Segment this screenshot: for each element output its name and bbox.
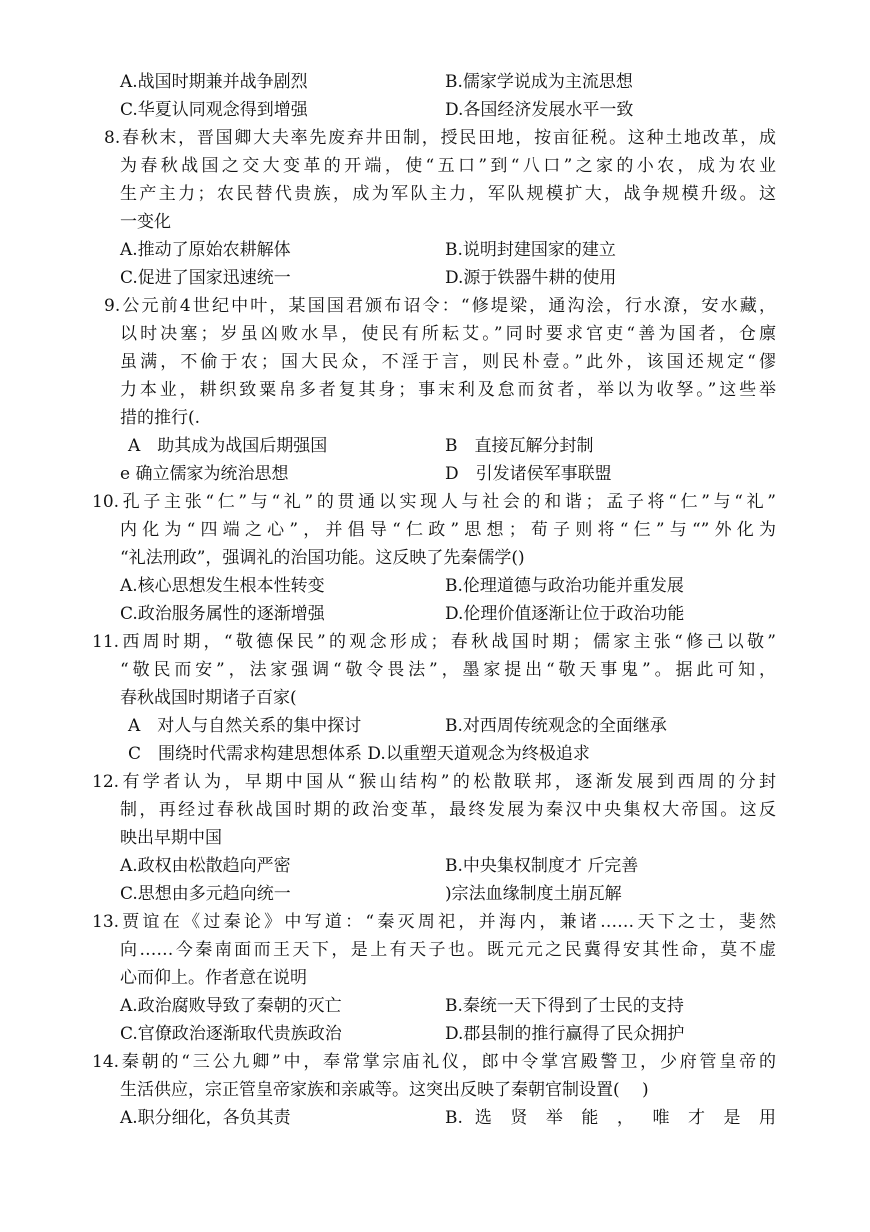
text-line: A 助其成为战国后期强国 [128, 436, 328, 456]
text-line: C.政治服务属性的逐渐增强 [120, 604, 325, 624]
text-line: 10.孔子主张“仁”与“礼”的贯通以实现人与社会的和谐；孟子将“仁”与“礼” [92, 492, 776, 512]
text-line: A.职分细化，各负其责 [120, 1108, 291, 1128]
text-line: B 直接瓦解分封制 [445, 436, 594, 456]
text-line: 8.春秋末，晋国卿大夫率先废弃井田制，授民田地，按亩征税。这种土地改革，成 [104, 128, 776, 148]
text-line: 生产主力；农民替代贵族，成为军队主力，军队规模扩大，战争规模升级。这 [120, 184, 776, 204]
text-line: D 引发诸侯军事联盟 [445, 464, 612, 484]
text-line: C.官僚政治逐渐取代贵族政治 [120, 1024, 342, 1044]
text-line: e 确立儒家为统治思想 [120, 464, 289, 484]
text-line: 12.有学者认为，早期中国从“猴山结构”的松散联邦，逐渐发展到西周的分封 [92, 772, 776, 792]
text-line: )宗法血缘制度土崩瓦解 [445, 884, 622, 904]
text-line: B. 选 贤 举 能 ， 唯 才 是 用 [445, 1108, 776, 1128]
text-line: 为春秋战国之交大变革的开端，使“五口”到“八口”之家的小农，成为农业 [120, 156, 776, 176]
text-line: C 围绕时代需求构建思想体系 D.以重塑天道观念为终极追求 [128, 744, 590, 764]
text-line: A.战国时期兼并战争剧烈 [120, 72, 308, 92]
text-line: A.政治腐败导致了秦朝的灭亡 [120, 996, 342, 1016]
text-line: 措的推行(. [120, 408, 201, 428]
text-line: A.核心思想发生根本性转变 [120, 576, 325, 596]
text-line: “敬民而安”，法家强调“敬令畏法”，墨家提出“敬天事鬼”。据此可知， [120, 660, 776, 680]
text-line: 11.西周时期，“敬德保民”的观念形成；春秋战国时期；儒家主张“修己以敬” [92, 632, 776, 652]
text-line: 9.公元前4世纪中叶，某国国君颁布诏令：“修堤梁，通沟浍，行水潦，安水藏， [104, 296, 776, 316]
text-line: 一变化 [120, 212, 171, 232]
text-line: D.源于铁器牛耕的使用 [445, 268, 617, 288]
text-line: B.对西周传统观念的全面继承 [445, 716, 667, 736]
text-line: B.中央集权制度才 斤完善 [445, 856, 639, 876]
text-line: 向……今秦南面而王天下，是上有天子也。既元元之民冀得安其性命，莫不虚 [120, 940, 776, 960]
text-line: D.郡县制的推行赢得了民众拥护 [445, 1024, 685, 1044]
text-line: B.儒家学说成为主流思想 [445, 72, 633, 92]
text-line: 以时决塞；岁虽凶败水旱，使民有所耘艾。”同时要求官吏“善为国者，仓廪 [120, 324, 776, 344]
text-line: 映出早期中国 [120, 828, 222, 848]
text-line: A 对人与自然关系的集中探讨 [128, 716, 362, 736]
text-line: 生活供应，宗正管皇帝家族和亲戚等。这突出反映了秦朝官制设置( ) [120, 1080, 649, 1100]
text-line: 13.贾谊在《过秦论》中写道：“秦灭周祀，并海内，兼诸……天下之士，斐然 [92, 912, 776, 932]
text-line: 制，再经过春秋战国时期的政治变革，最终发展为秦汉中央集权大帝国。这反 [120, 800, 776, 820]
text-line: B.秦统一天下得到了士民的支持 [445, 996, 684, 1016]
text-line: 内化为“四端之心”，并倡导“仁政”思想；荀子则将“仨”与“”外化为 [120, 520, 776, 540]
text-line: A.推动了原始农耕解体 [120, 240, 291, 260]
text-line: B.说明封建国家的建立 [445, 240, 616, 260]
text-line: C.促进了国家迅速统一 [120, 268, 291, 288]
text-line: 力本业，耕织致粟帛多者复其身；事末利及怠而贫者，举以为收孥。”这些举 [120, 380, 776, 400]
text-line: 心而仰上。作者意在说明 [120, 968, 307, 988]
text-line: B.伦理道德与政治功能并重发展 [445, 576, 684, 596]
text-line: 虽满，不偷于农；国大民众，不淫于言，则民朴壹。”此外，该国还规定“僇 [120, 352, 776, 372]
text-line: 14.秦朝的“三公九卿”中，奉常掌宗庙礼仪，郎中令掌宫殿警卫，少府管皇帝的 [92, 1052, 776, 1072]
text-line: D.伦理价值逐渐让位于政治功能 [445, 604, 685, 624]
text-line: “礼法刑政”，强调礼的治国功能。这反映了先秦儒学() [120, 548, 525, 568]
text-line: C.华夏认同观念得到增强 [120, 100, 308, 120]
text-line: A.政权由松散趋向严密 [120, 856, 291, 876]
text-line: D.各国经济发展水平一致 [445, 100, 634, 120]
text-line: C.思想由多元趋向统一 [120, 884, 291, 904]
text-line: 春秋战国时期诸子百家( [120, 688, 297, 708]
